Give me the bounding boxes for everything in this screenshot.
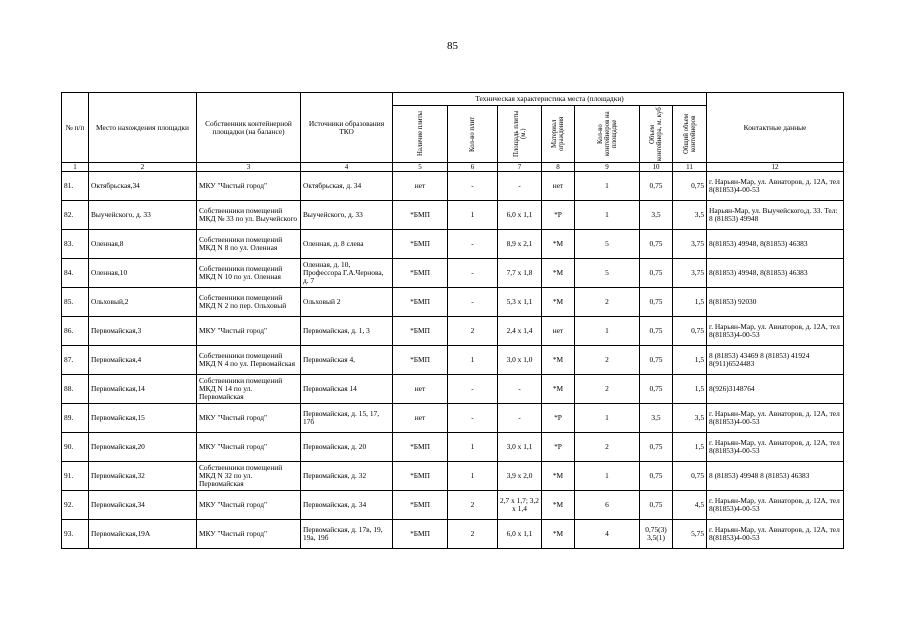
cell-location: Оленная,10 [89, 259, 197, 288]
cell-total: 1,5 [673, 375, 707, 404]
table-row [62, 404, 844, 433]
cell-containers: 1 [575, 462, 640, 491]
cell-contacts: 8 (81853) 49948 8 (81853) 46383 [707, 462, 844, 491]
cell-area: 2,4 х 1,4 [498, 317, 542, 346]
header-total: Общий объем контейнеров [673, 106, 707, 163]
cell-total: 1,5 [673, 433, 707, 462]
header-number: № п/п [62, 93, 89, 163]
cell-total: 0,75 [673, 462, 707, 491]
cell-location: Первомайская,3 [89, 317, 197, 346]
cell-contacts: г. Нарьян-Мар, ул. Авиаторов, д. 12А, тел 8(81853)4-00-53 [707, 172, 844, 201]
cell-material: *Р [542, 201, 575, 230]
cell-containers: 2 [575, 375, 640, 404]
cell-contacts: г. Нарьян-Мар, ул. Авиаторов, д. 12А, тел 8(81853)4-00-53 [707, 317, 844, 346]
cell-total: 4,5 [673, 491, 707, 520]
cell-volume: 0,75 [640, 491, 673, 520]
cell-containers: 5 [575, 230, 640, 259]
cell-base: *БМП [393, 259, 448, 288]
table-row [62, 317, 844, 346]
cell-contacts: г. Нарьян-Мар, ул. Авиаторов, д. 12А, тел 8(81853)4-00-53 [707, 520, 844, 549]
cell-volume: 0,75 [640, 346, 673, 375]
cell-contacts: г. Нарьян-Мар, ул. Авиаторов, д. 12А, тел 8(81853)4-00-53 [707, 491, 844, 520]
cell-area: 3,9 х 2,0 [498, 462, 542, 491]
cell-containers: 4 [575, 520, 640, 549]
cell-sources: Выучейского, д. 33 [301, 201, 393, 230]
cell-area: 2,7 х 1,7; 3,2 х 1,4 [498, 491, 542, 520]
cell-volume: 0,75 [640, 433, 673, 462]
cell-sources: Оленная, д. 10, Профессора Г.А.Чернова, д. 7 [301, 259, 393, 288]
cell-slabs: - [448, 230, 498, 259]
cell-base: *БМП [393, 433, 448, 462]
cell-slabs: 2 [448, 317, 498, 346]
cell-sources: Первомайская, д. 15, 17, 17б [301, 404, 393, 433]
cell-location: Первомайская,14 [89, 375, 197, 404]
cell-total: 0,75 [673, 172, 707, 201]
cell-owner: Собственники помещений МКД N 10 по ул. Оленная [197, 259, 301, 288]
cell-slabs: - [448, 288, 498, 317]
cell-volume: 0,75 [640, 172, 673, 201]
column-number: 6 [448, 163, 498, 172]
cell-containers: 1 [575, 172, 640, 201]
cell-location: Первомайская,15 [89, 404, 197, 433]
cell-owner: МКУ "Чистый город" [197, 520, 301, 549]
header-slabs: Кол-во плит [448, 106, 498, 163]
cell-total: 5,75 [673, 520, 707, 549]
cell-owner: Собственники помещений МКД N 8 по ул. Оленная [197, 230, 301, 259]
cell-location: Первомайская,4 [89, 346, 197, 375]
cell-area: 8,9 х 2,1 [498, 230, 542, 259]
cell-owner: Собственники помещений МКД N 14 по ул. Первомайская [197, 375, 301, 404]
cell-containers: 5 [575, 259, 640, 288]
cell-containers: 1 [575, 317, 640, 346]
cell-containers: 2 [575, 288, 640, 317]
cell-base: *БМП [393, 491, 448, 520]
cell-volume: 0,75 [640, 259, 673, 288]
page-number: 85 [447, 40, 458, 52]
header-contacts: Контактные данные [707, 93, 844, 163]
cell-total: 3,75 [673, 259, 707, 288]
column-number: 9 [575, 163, 640, 172]
table-row [62, 433, 844, 462]
cell-base: *БМП [393, 520, 448, 549]
cell-volume: 0,75 [640, 230, 673, 259]
cell-number: 84. [62, 259, 89, 288]
table-row [62, 259, 844, 288]
cell-location: Первомайская,34 [89, 491, 197, 520]
table-row [62, 346, 844, 375]
cell-slabs: 2 [448, 491, 498, 520]
cell-volume: 0,75(3) 3,5(1) [640, 520, 673, 549]
cell-area: 3,0 х 1,0 [498, 346, 542, 375]
cell-number: 91. [62, 462, 89, 491]
cell-material: *Р [542, 433, 575, 462]
cell-containers: 1 [575, 201, 640, 230]
column-numbers-row [62, 163, 844, 172]
table-body [62, 172, 844, 549]
cell-sources: Октябрьская, д. 34 [301, 172, 393, 201]
header-tech-group: Техническая характеристика места (площадки) [393, 93, 707, 106]
table-row [62, 491, 844, 520]
cell-sources: Ольховый 2 [301, 288, 393, 317]
cell-material: *М [542, 462, 575, 491]
cell-material: *М [542, 346, 575, 375]
column-number: 12 [707, 163, 844, 172]
cell-owner: МКУ "Чистый город" [197, 433, 301, 462]
cell-total: 0,75 [673, 317, 707, 346]
cell-location: Выучейского, д. 33 [89, 201, 197, 230]
header-sources: Источники образования ТКО [301, 93, 393, 163]
cell-location: Первомайская,20 [89, 433, 197, 462]
cell-number: 88. [62, 375, 89, 404]
cell-containers: 2 [575, 346, 640, 375]
cell-contacts: 8(81853) 92030 [707, 288, 844, 317]
column-number: 4 [301, 163, 393, 172]
column-number: 8 [542, 163, 575, 172]
cell-number: 90. [62, 433, 89, 462]
cell-slabs: - [448, 404, 498, 433]
cell-number: 83. [62, 230, 89, 259]
cell-location: Октябрьская,34 [89, 172, 197, 201]
table-row [62, 288, 844, 317]
cell-contacts: 8(81853) 49948, 8(81853) 46383 [707, 259, 844, 288]
cell-owner: МКУ "Чистый город" [197, 404, 301, 433]
cell-volume: 3,5 [640, 404, 673, 433]
header-location: Место нахождения площадки [89, 93, 197, 163]
cell-slabs: 1 [448, 201, 498, 230]
header-area: Площадь плиты (м.) [498, 106, 542, 163]
cell-sources: Первомайская, д. 20 [301, 433, 393, 462]
cell-contacts: 8 (81853) 43469 8 (81853) 41924 8(911)6524483 [707, 346, 844, 375]
cell-area: - [498, 404, 542, 433]
cell-volume: 0,75 [640, 288, 673, 317]
cell-material: *М [542, 520, 575, 549]
cell-number: 86. [62, 317, 89, 346]
column-number: 2 [89, 163, 197, 172]
cell-contacts: г. Нарьян-Мар, ул. Авиаторов, д. 12А, тел 8(81853)4-00-53 [707, 404, 844, 433]
table-row [62, 375, 844, 404]
cell-material: *М [542, 230, 575, 259]
cell-owner: Собственники помещений МКД N 32 по ул. Первомайская [197, 462, 301, 491]
cell-sources: Первомайская 4, [301, 346, 393, 375]
cell-slabs: 1 [448, 433, 498, 462]
cell-number: 89. [62, 404, 89, 433]
cell-material: *М [542, 259, 575, 288]
cell-base: нет [393, 375, 448, 404]
cell-owner: Собственники помещений МКД N 2 по пер. Ольховый [197, 288, 301, 317]
cell-slabs: 1 [448, 462, 498, 491]
cell-base: *БМП [393, 230, 448, 259]
table-row [62, 172, 844, 201]
cell-material: *М [542, 288, 575, 317]
cell-material: нет [542, 317, 575, 346]
cell-volume: 0,75 [640, 462, 673, 491]
column-number: 5 [393, 163, 448, 172]
cell-containers: 6 [575, 491, 640, 520]
cell-contacts: Нарьян-Мар, ул. Выучейского,д. 33. Тел: 8 (81853) 49948 [707, 201, 844, 230]
cell-base: *БМП [393, 288, 448, 317]
cell-volume: 0,75 [640, 375, 673, 404]
cell-material: *М [542, 375, 575, 404]
cell-area: 3,0 х 1,1 [498, 433, 542, 462]
container-sites-table [61, 92, 844, 549]
table-row [62, 462, 844, 491]
cell-volume: 3,5 [640, 201, 673, 230]
cell-owner: МКУ "Чистый город" [197, 491, 301, 520]
header-owner: Собственник контейнерной площадки (на балансе) [197, 93, 301, 163]
cell-location: Первомайская,32 [89, 462, 197, 491]
cell-number: 93. [62, 520, 89, 549]
table-row [62, 201, 844, 230]
column-number: 11 [673, 163, 707, 172]
cell-material: нет [542, 172, 575, 201]
cell-location: Первомайская,19А [89, 520, 197, 549]
cell-contacts: 8(926)3148764 [707, 375, 844, 404]
table-row [62, 520, 844, 549]
cell-area: 6,0 х 1,1 [498, 201, 542, 230]
cell-containers: 2 [575, 433, 640, 462]
cell-total: 1,5 [673, 288, 707, 317]
cell-sources: Первомайская, д. 17в, 19, 19а, 19б [301, 520, 393, 549]
cell-material: *М [542, 491, 575, 520]
cell-slabs: - [448, 172, 498, 201]
cell-area: - [498, 375, 542, 404]
cell-location: Оленная,8 [89, 230, 197, 259]
cell-sources: Первомайская, д. 1, 3 [301, 317, 393, 346]
cell-slabs: 2 [448, 520, 498, 549]
cell-volume: 0,75 [640, 317, 673, 346]
cell-location: Ольховый,2 [89, 288, 197, 317]
cell-base: нет [393, 404, 448, 433]
cell-total: 3,5 [673, 201, 707, 230]
cell-slabs: - [448, 259, 498, 288]
cell-area: - [498, 172, 542, 201]
cell-number: 92. [62, 491, 89, 520]
cell-base: *БМП [393, 462, 448, 491]
cell-number: 85. [62, 288, 89, 317]
cell-contacts: г. Нарьян-Мар, ул. Авиаторов, д. 12А, тел 8(81853)4-00-53 [707, 433, 844, 462]
cell-base: *БМП [393, 201, 448, 230]
cell-number: 81. [62, 172, 89, 201]
cell-total: 3,75 [673, 230, 707, 259]
cell-number: 87. [62, 346, 89, 375]
cell-sources: Первомайская, д. 32 [301, 462, 393, 491]
cell-area: 5,3 х 1,1 [498, 288, 542, 317]
cell-area: 6,0 х 1,1 [498, 520, 542, 549]
cell-contacts: 8(81853) 49948, 8(81853) 46383 [707, 230, 844, 259]
cell-area: 7,7 х 1,8 [498, 259, 542, 288]
cell-slabs: - [448, 375, 498, 404]
cell-slabs: 1 [448, 346, 498, 375]
header-base: Наличие плиты [393, 106, 448, 163]
column-number: 1 [62, 163, 89, 172]
cell-base: *БМП [393, 346, 448, 375]
cell-sources: Первомайская, д. 34 [301, 491, 393, 520]
table-row [62, 230, 844, 259]
cell-total: 1,5 [673, 346, 707, 375]
cell-owner: Собственники помещений МКД № 33 по ул. Выучейского [197, 201, 301, 230]
header-material: Материал ограждения [542, 106, 575, 163]
column-number: 10 [640, 163, 673, 172]
column-number: 3 [197, 163, 301, 172]
cell-sources: Оленная, д. 8 слева [301, 230, 393, 259]
header-containers: Кол-во контейнеров на площадке [575, 106, 640, 163]
cell-owner: МКУ "Чистый город" [197, 172, 301, 201]
cell-number: 82. [62, 201, 89, 230]
cell-containers: 1 [575, 404, 640, 433]
cell-sources: Первомайская 14 [301, 375, 393, 404]
cell-material: *Р [542, 404, 575, 433]
cell-base: *БМП [393, 317, 448, 346]
cell-owner: МКУ "Чистый город" [197, 317, 301, 346]
cell-base: нет [393, 172, 448, 201]
cell-total: 3,5 [673, 404, 707, 433]
cell-owner: Собственники помещений МКД N 4 по ул. Первомайская [197, 346, 301, 375]
column-number: 7 [498, 163, 542, 172]
header-volume: Объем контейнера, м. куб [640, 106, 673, 163]
